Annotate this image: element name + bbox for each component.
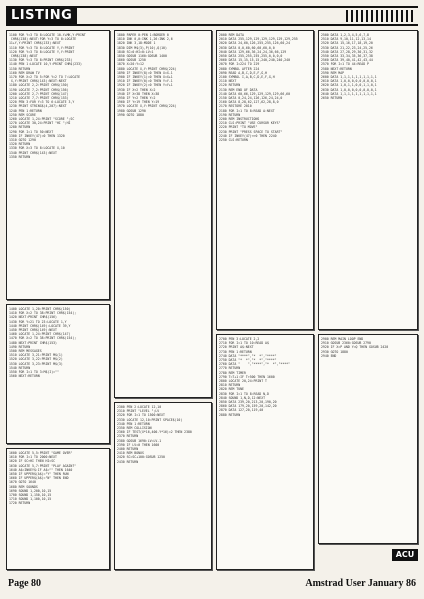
code-lines: 2500 DATA 1,2,3,4,5,6,7,8 2510 DATA 9,10,11,12,13,14 2520 DATA 15,16,17,18,19,20 2530 DATA 21,22,23,24,25,26 2540 DATA 27,28,29,30,31,32 2550 DATA 33,34,35,36,37,38 2560 DATA 39,40,41,42,43,44 2570 FOR I=1 TO 44:READ P 2580 NEXT:RETURN 2590 REM MAP 2600 DATA 1,1,1,1,1,1,1,1,1,1 2610 DATA 1,0,0,0,0,0,0,0,0,1 2620 DATA 1,0,1,1,0,0,1,1,0,1 2630 DATA 1,0,0,0,0,0,0,0,0,1 2640 DATA 1,1,1,1,1,1,1,1,1,1 2650 RETURN [321, 33, 377, 101]
listing-block [216, 30, 314, 330]
listing-block [114, 30, 212, 398]
listing-block [6, 448, 110, 570]
code-lines: 2300 PEN 2:LOCATE 12,10 2310 PRINT "LEVEL ";LV 2320 FOR I=1 TO 1500:NEXT 2330 LOCATE 12,10:PRINT SPACE$(10) 2340 PEN 1:RETURN 2350 REM COLLISION 2360 IF TEST(X*16,400-Y*16)=2 THEN 2380 2370 RETURN 2380 GOSUB 1690:LV=LV-1 2390 IF LV=0 THEN 1600 2400 RETURN 2410 REM BONUS 2420 SC=SC+100:GOSUB 1250 2430 RETURN [117, 405, 192, 464]
code-lines: 1800 PAPER 0:PEN 1:BORDER 0 1810 INK 0,0:INK 1,26:INK 2,6 1820 INK 3,18:MODE 1 1830 DIM M$(3),P(10),Q(10) 1840 SC=0:HI=0:LV=1 1850 GOSUB 1160:GOSUB 1400 1860 GOSUB 1250 1870 X=20:Y=12 1880 LOCATE X,Y:PRINT CHR$(224) 1890 IF INKEY(8)=0 THEN X=X-1 1900 IF INKEY(1)=0 THEN X=X+1 1910 IF INKEY(0)=0 THEN Y=Y-1 1920 IF INKEY(2)=0 THEN Y=Y+1 1930 IF X<2 THEN X=2 1940 IF X>38 THEN X=38 1950 IF Y<2 THEN Y=2 1960 IF Y>19 THEN Y=19 1970 LOCATE X,Y:PRINT CHR$(224) 1980 GOSUB 1290 1990 GOTO 1880 [117, 33, 177, 117]
listing-header [6, 6, 418, 26]
listing-block [6, 304, 110, 444]
code-lines: 2000 REM DATA 2010 DATA 255,129,129,129,129,129,129,255 2020 DATA 24,60,126,255,255,126,60,24 2030 DATA 0,0,60,60,60,60,0,0 2040 DATA 129,66,36,24,24,36,66,129 2050 DATA 255,255,255,255,0,0,0,0 2060 DATA 15,15,15,15,240,240,240,240 2070 FOR I=224 TO 229 2080 SYMBOL AFTER 224 2090 READ A,B,C,D,E,F,G,H 2100 SYMBOL I,A,B,C,D,E,F,G,H 2110 NEXT 2120 RETURN 2130 REM END OF DATA 2140 DATA 60,66,129,129,129,129,66,60 2150 DATA 0,24,24,126,126,24,24,0 2160 DATA 8,28,62,127,62,28,8,0 2170 RESTORE 2010 2180 FOR I=1 TO 8:READ A:NEXT 2190 RETURN 2200 REM INSTRUCTIONS 2210 CLS:PRINT "USE CURSOR KEYS" 2220 PRINT "TO MOVE" 2230 PRINT "PRESS SPACE TO START" 2240 IF INKEY(47)<>0 THEN 2240 2250 CLS:RETURN [219, 33, 298, 143]
magazine-issue: Amstrad User January 86 [305, 578, 416, 589]
listing-block [6, 30, 110, 300]
listing-block [114, 402, 212, 570]
code-lines: 2700 PEN 3:LOCATE 2,2 2710 FOR I=1 TO 10:READ A$ 2720 PRINT A$:NEXT 2730 PEN 1:RETURN 2740 DATA "****","* *","****" 2750 DATA "* *","* *","****" 2760 DATA " ","****","* *","****" 2770 RETURN 2780 REM TIMER 2790 T=T+1:IF T>500 THEN 1600 2800 LOCATE 20,24:PRINT T 2810 RETURN 2820 REM TUNE 2830 FOR I=1 TO 8:READ N,D 2840 SOUND 1,N,D,12:NEXT 2850 DATA 239,20,213,20,190,20 2860 DATA 179,20,159,20,142,20 2870 DATA 127,20,119,40 2880 RETURN [219, 337, 291, 417]
page-number: Page 80 [8, 578, 42, 589]
acu-logo-badge: ACU [392, 549, 418, 561]
page-title: LISTING [6, 7, 77, 25]
listing-block [318, 30, 418, 330]
listing-block [216, 334, 314, 570]
code-lines: 1400 LOCATE 1,20:PRINT CHR$(150) 1410 FOR X=2 TO 38:PRINT CHR$(154); 1420 NEXT:PRINT CHR$(156) 1430 FOR Y=21 TO 23:LOCATE 1,Y 1440 PRINT CHR$(149):LOCATE 39,Y 1450 PRINT CHR$(149):NEXT 1460 LOCATE 1,24:PRINT CHR$(147) 1470 FOR X=2 TO 38:PRINT CHR$(154); 1480 NEXT:PRINT CHR$(153) 1490 RETURN 1500 REM MESSAGES 1510 LOCATE 3,21:PRINT M$(1) 1520 LOCATE 3,22:PRINT M$(2) 1530 LOCATE 3,23:PRINT M$(3) 1540 RETURN 1550 FOR I=1 TO 3:M$(I)="" 1560 NEXT:RETURN [9, 307, 77, 379]
listing-block [318, 334, 418, 544]
header-stripe-decoration [346, 10, 416, 22]
code-lines: 2900 REM MAIN LOOP END 2910 GOSUB 2360:GOSUB 2790 2920 IF X=P AND Y=Q THEN GOSUB 2420 2930 GOTO 1880 2940 END [321, 337, 389, 358]
code-lines: 1100 FOR Y=3 TO 8:LOCATE 10-Y+MK,Y:PRINT CHR$(238):NEXT:FOR Y=3 TO 8:LOCATE 11+Y,Y:PRINT CHR$(233):NEXT 1110 FOR Y=3 TO 8:LOCATE Y,Y:PRINT 1120 FOR Y=3 TO 8:LOCATE Y,Y:PRINT CHR$(238):NEXT 1130 FOR Y=3 TO 8:PRINT CHR$(233) 1140 PEN 1:LOCATE 10,Y:PRINT CHR$(233) 1150 RETURN 1160 REM DRAW TV 1170 FOR X=2 TO 5:FOR Y=2 TO 7:LOCATE X,Y:PRINT CHR$(143):NEXT:NEXT 1180 LOCATE 2,2:PRINT CHR$(150) 1190 LOCATE 7,2:PRINT CHR$(156) 1200 LOCATE 2,7:PRINT CHR$(147) 1210 LOCATE 7,7:PRINT CHR$(153) 1220 PEN 3:FOR Y=3 TO 6:LOCATE 3,Y 1230 PRINT STRING$(4,207):NEXT 1240 PEN 1:RETURN 1250 REM SCORE 1260 LOCATE 1,24:PRINT "SCORE ";SC 1270 LOCATE 30,24:PRINT "HI ";HI 1280 RETURN 1290 FOR I=1 TO 50:NEXT 1300 IF INKEY(47)=0 THEN 1320 1310 GOTO 1290 1320 RETURN 1330 FOR X=3 TO 8:LOCATE X,10 1340 PRINT CHR$(143):NEXT 1350 RETURN [9, 33, 86, 159]
code-lines: 1600 LOCATE 5,5:PRINT "GAME OVER" 1610 FOR I=1 TO 2000:NEXT 1620 IF SC>HI THEN HI=SC 1630 LOCATE 5,7:PRINT "PLAY AGAIN?" 1640 A$=INKEY$:IF A$="" THEN 1640 1650 IF UPPER$(A$)="Y" THEN RUN 1660 IF UPPER$(A$)="N" THEN END 1670 GOTO 1640 1680 REM SOUNDS 1690 SOUND 1,200,10,15 1700 SOUND 1,150,10,15 1710 SOUND 1,100,10,15 1720 RETURN [9, 451, 77, 506]
